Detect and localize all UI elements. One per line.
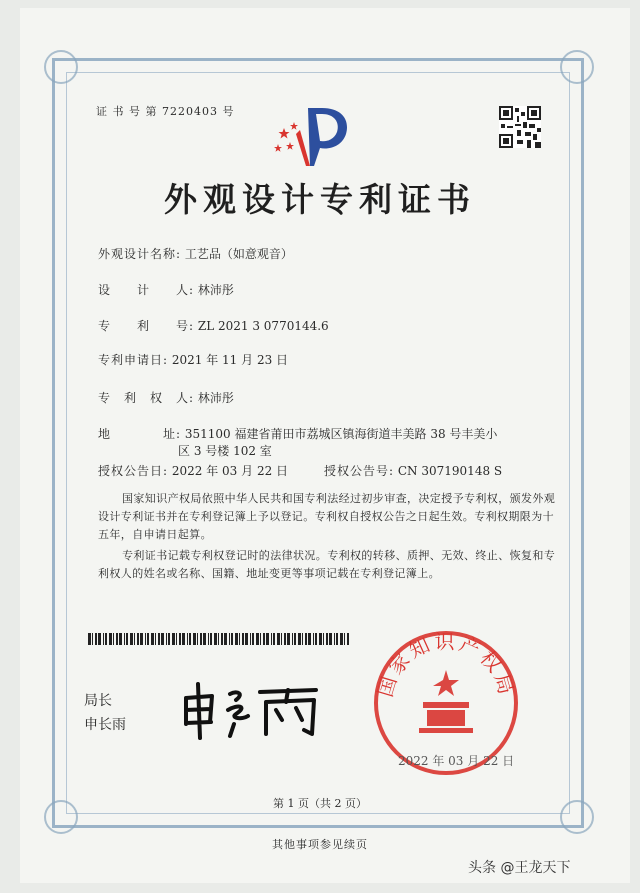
designer-value: 林沛彤	[197, 283, 234, 297]
designer-label: 设 计 人:	[98, 283, 195, 297]
qr-code-icon	[499, 106, 541, 148]
director-title: 局长	[84, 693, 112, 709]
address-row	[98, 425, 497, 442]
grant-number-row	[324, 462, 502, 479]
filing-date-label: 专利申请日:	[98, 353, 169, 367]
cnipa-logo-icon	[270, 100, 360, 170]
certificate-title: 外观设计专利证书	[164, 180, 476, 219]
patent-number-value: ZL 2021 3 0770144.6	[197, 319, 329, 333]
design-name-label: 外观设计名称:	[98, 247, 182, 261]
footer-note: 其他事项参见续页	[272, 838, 368, 851]
seal-date: 2022 年 03 月 22 日	[398, 754, 515, 768]
patent-number-row	[98, 317, 329, 334]
design-name-row	[98, 245, 293, 262]
legal-paragraph-2: 专利证书记载专利权登记时的法律状况。专利权的转移、质押、无效、终止、恢复和专利权人的姓名或名称、国籍、地址变更等事项记载在专利登记簿上。	[98, 549, 556, 580]
grant-number-value: CN 307190148 S	[397, 464, 503, 478]
patent-number-label: 专 利 号:	[98, 319, 195, 333]
source-watermark: 头条 @王龙天下	[468, 860, 571, 876]
patentee-label: 专 利 权 人:	[98, 391, 195, 405]
filing-date-row	[98, 351, 288, 368]
grant-date-label: 授权公告日:	[98, 464, 169, 478]
design-name-value: 工艺品（如意观音）	[184, 247, 293, 261]
address-line2: 区 3 号楼 102 室	[178, 444, 272, 458]
patentee-value: 林沛彤	[197, 391, 234, 405]
address-label: 地 址:	[98, 427, 182, 441]
grant-date-value: 2022 年 03 月 22 日	[171, 464, 289, 478]
director-signature-icon	[178, 680, 328, 740]
barcode-icon	[88, 633, 350, 645]
legal-paragraph-1: 国家知识产权局依照中华人民共和国专利法经过初步审查，决定授予专利权，颁发外观设计专利证书并在专利登记簿上予以登记。专利权自授权公告之日起生效。专利权期限为十五年，自申请日起算。	[98, 492, 556, 541]
grant-number-label: 授权公告号:	[324, 464, 395, 478]
corner-ornament-icon	[560, 50, 594, 84]
designer-row	[98, 281, 234, 298]
certificate-number: 证 书 号 第 7220403 号	[96, 105, 235, 118]
seal-text: 国家知识产权局	[372, 629, 520, 700]
director-name: 申长雨	[84, 717, 126, 733]
corner-ornament-icon	[44, 50, 78, 84]
page-number: 第 1 页（共 2 页）	[273, 797, 367, 810]
patentee-row	[98, 389, 234, 406]
address-value-line1: 351100 福建省莆田市荔城区镇海街道丰美路 38 号丰美小	[184, 427, 498, 441]
filing-date-value: 2021 年 11 月 23 日	[171, 353, 289, 367]
grant-date-row	[98, 462, 288, 479]
